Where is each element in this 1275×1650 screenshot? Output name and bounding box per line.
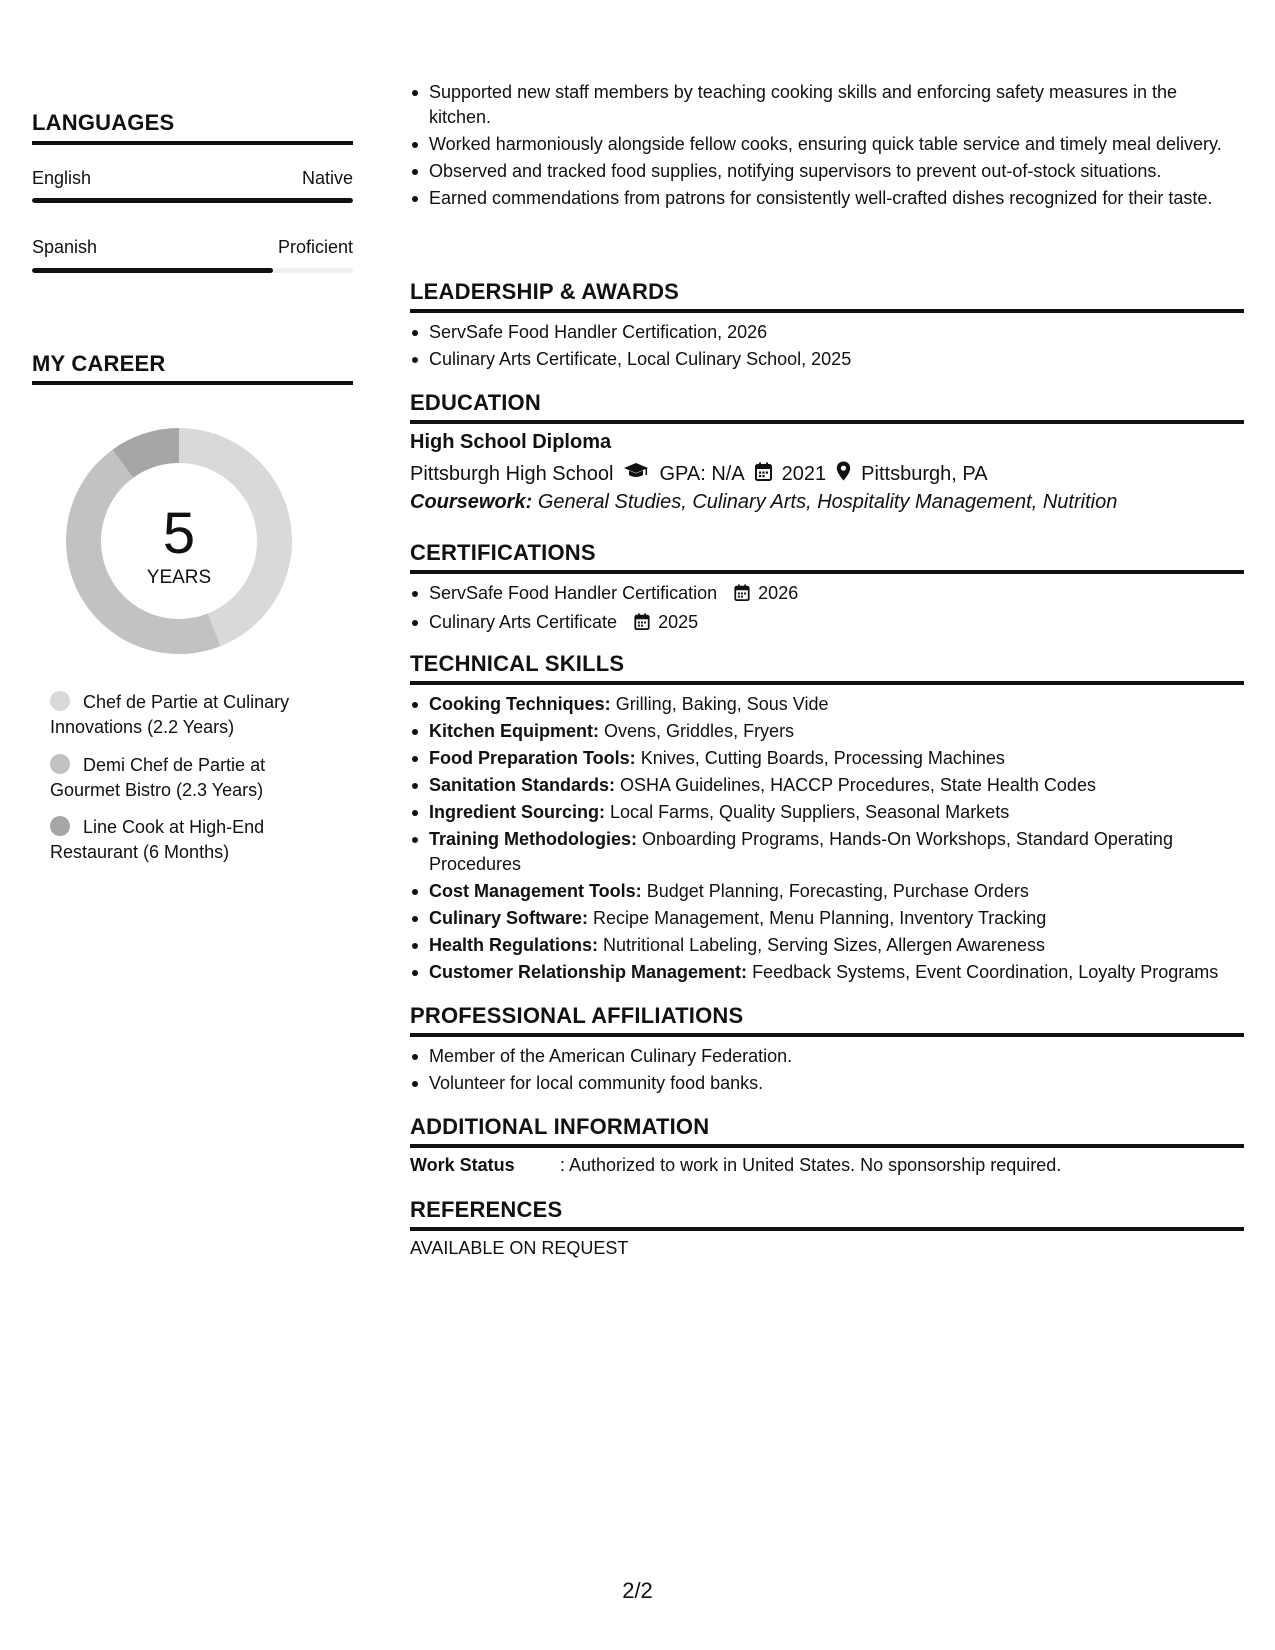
education-location: Pittsburgh, PA: [861, 462, 988, 485]
list-item: [410, 827, 1244, 876]
language-level: Native: [301, 168, 353, 188]
references-title: REFERENCES: [410, 1197, 563, 1222]
list-item: Culinary Arts Certificate, Local Culinary School, 2025: [410, 347, 1244, 372]
list-item: [410, 879, 1244, 904]
work-status-value: : Authorized to work in United States. No sponsorship required.: [560, 1155, 1062, 1175]
leadership-list: [410, 320, 1244, 374]
career-legend-label: Line Cook at High-End Restaurant (6 Months): [50, 817, 265, 862]
skill-value: Feedback Systems, Event Coordination, Loyalty Programs: [752, 961, 1219, 982]
list-item: ServSafe Food Handler Certification, 2026: [410, 320, 1244, 345]
languages-title: LANGUAGES: [32, 110, 175, 135]
education-gpa: GPA: N/A: [659, 462, 745, 485]
affiliations-title: PROFESSIONAL AFFILIATIONS: [410, 1003, 744, 1028]
education-title: EDUCATION: [410, 390, 541, 415]
list-item: [410, 610, 1244, 637]
references-rule: [410, 1227, 1244, 1231]
certifications-rule: [410, 570, 1244, 574]
certification-year: 2025: [658, 612, 699, 632]
skill-label: Kitchen Equipment:: [429, 721, 599, 741]
additional-info-title: ADDITIONAL INFORMATION: [410, 1114, 710, 1139]
list-item: [410, 692, 1244, 717]
skill-value: OSHA Guidelines, HACCP Procedures, State Health Codes: [620, 775, 1096, 795]
career-years-label: YEARS: [146, 567, 212, 588]
experience-bullet-list: [410, 80, 1244, 213]
career-legend-label: Demi Chef de Partie at Gourmet Bistro (2.3 Years): [50, 755, 266, 800]
legend-dot-icon: [50, 816, 70, 836]
list-item: Supported new staff members by teaching cooking skills and enforcing safety measures in the kitchen.: [410, 80, 1244, 129]
leadership-title: LEADERSHIP & AWARDS: [410, 279, 680, 304]
calendar-icon: [634, 612, 650, 637]
career-legend-label: Chef de Partie at Culinary Innovations (2.2 Years): [50, 692, 290, 737]
language-bar-spanish: [32, 268, 353, 273]
list-item: [410, 719, 1244, 744]
certification-name: ServSafe Food Handler Certification: [429, 583, 718, 603]
additional-info-rule: [410, 1144, 1244, 1148]
list-item: [410, 906, 1244, 931]
skill-value: Local Farms, Quality Suppliers, Seasonal Markets: [610, 802, 1010, 822]
skill-value: Budget Planning, Forecasting, Purchase Orders: [646, 880, 1029, 901]
skill-label: Sanitation Standards:: [429, 775, 616, 795]
skill-value: Recipe Management, Menu Planning, Inventory Tracking: [593, 907, 1047, 928]
career-total-years: 5: [162, 501, 196, 566]
calendar-icon: [734, 583, 750, 608]
legend-dot-icon: [50, 754, 70, 774]
skill-label: Ingredient Sourcing:: [429, 802, 606, 822]
list-item: [410, 960, 1244, 985]
list-item: [410, 800, 1244, 825]
page-number: 2/2: [622, 1578, 653, 1603]
career-rule: [32, 381, 353, 385]
education-degree: High School Diploma: [410, 431, 612, 453]
language-name: Spanish: [32, 237, 98, 257]
list-item: [410, 581, 1244, 608]
education-year: 2021: [781, 462, 827, 485]
list-item: Member of the American Culinary Federation.: [410, 1044, 1244, 1069]
language-bar-fill: [32, 268, 273, 273]
skill-value: Ovens, Griddles, Fryers: [604, 721, 795, 741]
references-text: AVAILABLE ON REQUEST: [410, 1238, 629, 1258]
calendar-icon: [755, 462, 772, 487]
skill-value: Knives, Cutting Boards, Processing Machines: [640, 748, 1005, 768]
language-bar-fill: [32, 198, 353, 203]
languages-rule: [32, 141, 353, 145]
certification-year: 2026: [758, 583, 799, 603]
coursework-value: General Studies, Culinary Arts, Hospitality Management, Nutrition: [537, 491, 1118, 513]
list-item: Volunteer for local community food banks.: [410, 1071, 1244, 1096]
skill-value: Onboarding Programs, Hands-On Workshops, Standard Operating Procedures: [429, 829, 1173, 874]
technical-skills-rule: [410, 681, 1244, 685]
career-legend-item: [50, 815, 340, 865]
list-item: [410, 933, 1244, 958]
career-legend-item: [50, 753, 340, 803]
skill-value: Grilling, Baking, Sous Vide: [615, 694, 829, 714]
language-bar-english: [32, 198, 353, 203]
skill-label: Training Methodologies:: [429, 829, 637, 849]
list-item: [410, 773, 1244, 798]
list-item: Observed and tracked food supplies, notifying supervisors to prevent out-of-stock situations.: [410, 159, 1244, 184]
language-level: Proficient: [277, 237, 353, 257]
list-item: [410, 746, 1244, 771]
list-item: Worked harmoniously alongside fellow cooks, ensuring quick table service and timely meal delivery.: [410, 132, 1244, 157]
affiliations-rule: [410, 1033, 1244, 1037]
skill-label: Cost Management Tools:: [429, 880, 642, 901]
skill-label: Cooking Techniques:: [429, 694, 611, 714]
education-details: [410, 461, 988, 487]
location-pin-icon: [836, 461, 851, 487]
certification-name: Culinary Arts Certificate: [429, 612, 618, 632]
leadership-rule: [410, 309, 1244, 313]
affiliations-list: [410, 1044, 1244, 1098]
career-legend-item: [50, 690, 340, 740]
technical-skills-list: [410, 692, 1244, 987]
skill-label: Health Regulations:: [429, 934, 599, 955]
skill-value: Nutritional Labeling, Serving Sizes, Allergen Awareness: [603, 934, 1045, 955]
skill-label: Food Preparation Tools:: [429, 748, 636, 768]
education-coursework: [410, 491, 1117, 514]
career-title: MY CAREER: [32, 351, 166, 376]
career-donut-chart: [66, 428, 292, 654]
certifications-list: [410, 581, 1244, 639]
legend-dot-icon: [50, 691, 70, 711]
certifications-title: CERTIFICATIONS: [410, 540, 596, 565]
language-name: English: [32, 168, 92, 188]
education-rule: [410, 420, 1244, 424]
skill-label: Customer Relationship Management:: [429, 961, 748, 982]
list-item: Earned commendations from patrons for consistently well-crafted dishes recognized for their taste.: [410, 186, 1244, 211]
graduation-cap-icon: [623, 462, 649, 486]
education-school: Pittsburgh High School: [410, 462, 614, 485]
work-status-label: Work Status: [410, 1155, 515, 1175]
technical-skills-title: TECHNICAL SKILLS: [410, 651, 625, 676]
coursework-label: Coursework:: [410, 491, 533, 513]
skill-label: Culinary Software:: [429, 907, 589, 928]
